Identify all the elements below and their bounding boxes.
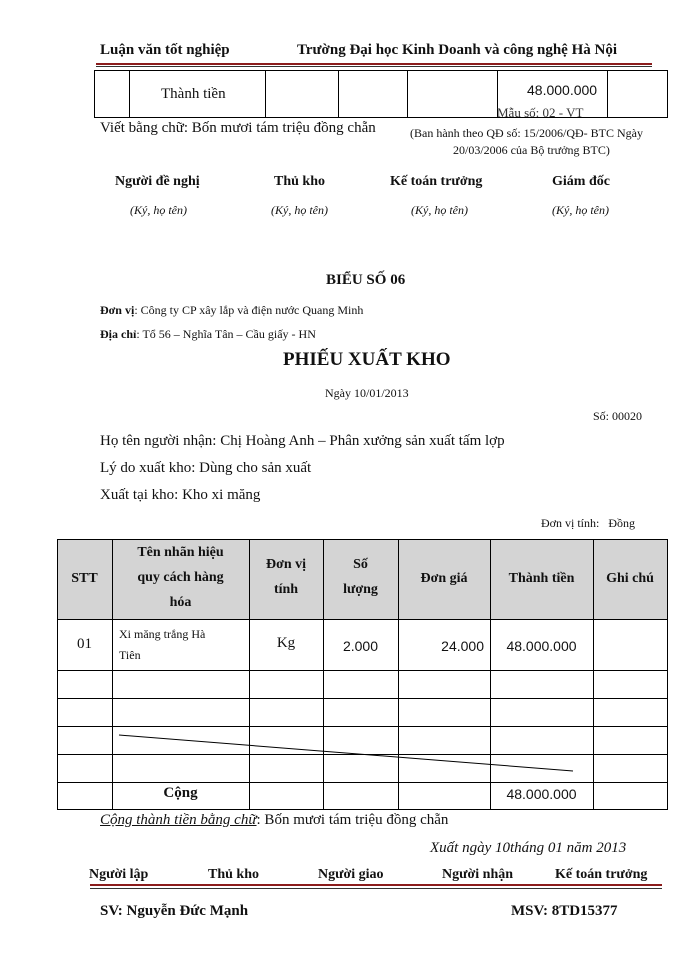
th-name (112, 540, 249, 615)
th-total: Thành tiền (508, 571, 575, 586)
row-price: 24.000 (441, 638, 484, 654)
header-rule-red (96, 63, 652, 65)
company-unit-value: : Công ty CP xây lắp và điện nước Quang Minh (134, 303, 364, 317)
sum-label: Cộng (163, 785, 198, 801)
th-name-line1: Tên nhãn hiệu (137, 545, 224, 560)
th-name-line2: quy cách hàng (137, 570, 224, 585)
row-name (119, 624, 205, 666)
bottom-signer-receiver: Người nhận (442, 867, 514, 882)
recipient-line: Họ tên người nhận: Chị Hoàng Anh – Phân xưởng sản xuất tấm lợp (100, 433, 505, 449)
th-name-line3: hóa (169, 595, 192, 610)
signer-storekeeper-sub: (Ký, họ tên) (271, 203, 328, 217)
th-price: Đơn giá (420, 571, 468, 586)
th-qty-line1: Số (353, 557, 368, 572)
footer-rule-red (90, 884, 662, 886)
bottom-signer-storekeeper: Thủ kho (208, 867, 259, 882)
footer-student-id: MSV: 8TD15377 (511, 903, 618, 919)
signer-chief-accountant-sub: (Ký, họ tên) (411, 203, 468, 217)
th-unit (249, 552, 323, 602)
total-in-words-label: Cộng thành tiền bằng chữ (100, 812, 257, 828)
company-address-label: Địa chỉ (100, 327, 137, 341)
row-total: 48.000.000 (506, 638, 577, 654)
total-in-words (100, 812, 448, 829)
export-date: Xuất ngày 10tháng 01 năm 2013 (430, 840, 627, 856)
th-unit-line2: tính (273, 582, 299, 597)
th-note: Ghi chú (606, 571, 654, 586)
row-name-line1: Xi măng trắng Hà (119, 627, 206, 641)
exhibit-number: BIỂU SỐ 06 (326, 272, 406, 288)
th-stt: STT (71, 571, 98, 586)
prev-table-label: Thành tiền (161, 86, 226, 102)
bottom-signer-deliverer: Người giao (318, 867, 384, 882)
signer-director-sub: (Ký, họ tên) (552, 203, 609, 217)
reason-line: Lý do xuất kho: Dùng cho sản xuất (100, 460, 312, 476)
th-unit-line1: Đơn vị (265, 557, 307, 572)
company-address (100, 327, 316, 342)
prev-table-amount: 48.000.000 (527, 82, 598, 98)
sum-total: 48.000.000 (506, 786, 577, 802)
signer-chief-accountant-title: Kế toán trưởng (390, 174, 483, 189)
document-number: Số: 00020 (593, 409, 643, 423)
row-name-line2: Tiên (119, 648, 141, 662)
signer-director-title: Giám đốc (552, 174, 610, 189)
company-unit-label: Đơn vị (100, 303, 135, 317)
footer-student: SV: Nguyễn Đức Mạnh (100, 903, 249, 919)
row-unit: Kg (276, 635, 296, 651)
footer-rule-dark (90, 888, 662, 889)
row-stt: 01 (77, 636, 92, 652)
th-qty-line2: lượng (343, 582, 378, 597)
total-in-words-value: : Bốn mươi tám triệu đồng chẵn (256, 812, 449, 828)
th-qty (323, 552, 398, 602)
regulation-line-2: 20/03/2006 của Bộ trưởng BTC) (453, 143, 610, 157)
document-title: PHIẾU XUẤT KHO (283, 349, 451, 370)
company-address-value: : Tổ 56 – Nghĩa Tân – Cầu giấy - HN (136, 327, 316, 341)
form-number: Mẫu số: 02 - VT (497, 105, 584, 120)
signer-storekeeper-title: Thủ kho (274, 174, 325, 189)
header-thesis-title: Luận văn tốt nghiệp (100, 42, 230, 58)
header-rule-dark (96, 66, 652, 67)
bottom-signer-preparer: Người lập (89, 867, 149, 882)
signer-proposer-title: Người đề nghị (115, 174, 200, 189)
company-unit (100, 303, 363, 318)
currency-unit: Đơn vị tính: Đồng (541, 516, 636, 530)
header-university: Trường Đại học Kinh Doanh và công nghệ Hà Nội (297, 42, 617, 58)
signer-proposer-sub: (Ký, họ tên) (130, 203, 187, 217)
document-date: Ngày 10/01/2013 (325, 386, 409, 400)
bottom-signer-chief-accountant: Kế toán trưởng (555, 867, 648, 882)
prev-amount-in-words: Viết bằng chữ: Bốn mươi tám triệu đồng chẵn (100, 120, 376, 136)
warehouse-line: Xuất tại kho: Kho xi măng (100, 487, 261, 503)
regulation-line-1: (Ban hành theo QĐ số: 15/2006/QĐ- BTC Ngày (410, 126, 643, 140)
row-qty: 2.000 (342, 638, 379, 654)
